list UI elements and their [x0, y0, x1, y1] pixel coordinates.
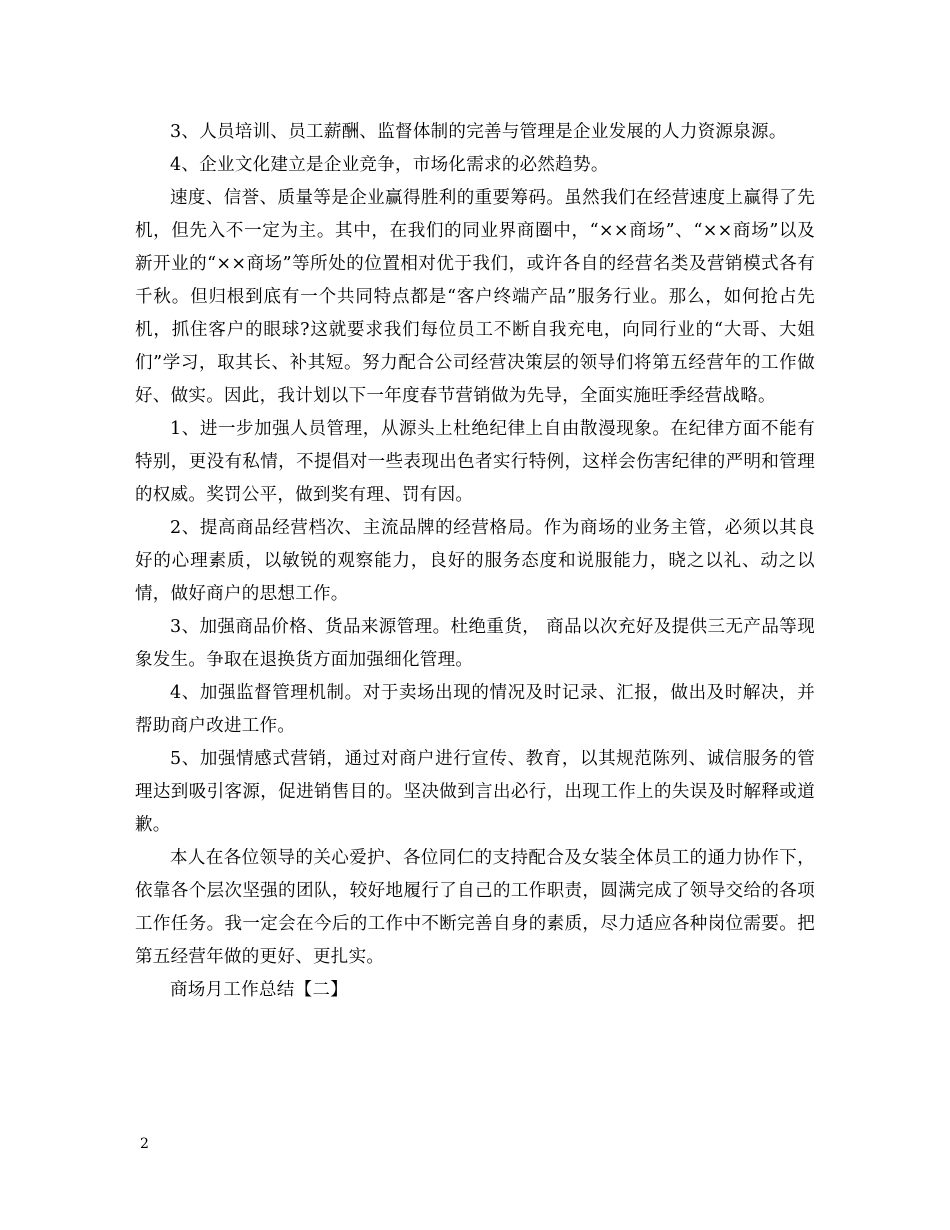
paragraph-9: 本人在各位领导的关心爱护、各位同仁的支持配合及女装全体员工的通力协作下，依靠各个层次坚强的团队，较好地履行了自己的工作职责，圆满完成了领导交给的各项工作任务。我一定会在今后的工作中不断完善自身的素质，尽力适应各种岗位需要。把第五经营年做的更好、更扎实。 — [135, 848, 815, 967]
section-heading: 商场月工作总结【二】 — [170, 980, 348, 1000]
page-number: 2 — [140, 1136, 149, 1152]
paragraph-1: 3、人员培训、员工薪酬、监督体制的完善与管理是企业发展的人力资源泉源。 — [170, 122, 787, 142]
paragraph-7: 4、加强监督管理机制。对于卖场出现的情况及时记录、汇报，做出及时解决，并帮助商户改进工作。 — [135, 683, 815, 736]
paragraph-8: 5、加强情感式营销，通过对商户进行宣传、教育，以其规范陈列、诚信服务的管理达到吸引客源，促进销售目的。坚决做到言出必行，出现工作上的失误及时解释或道歉。 — [135, 749, 815, 835]
paragraph-4: 1、进一步加强人员管理，从源头上杜绝纪律上自由散漫现象。在纪律方面不能有特别，更没有私情，不提倡对一些表现出色者实行特例，这样会伤害纪律的严明和管理的权威。奖罚公平，做到奖有理、罚有因。 — [135, 419, 815, 505]
document-body — [135, 116, 815, 1007]
paragraph-2: 4、企业文化建立是企业竞争，市场化需求的必然趋势。 — [170, 155, 609, 175]
paragraph-5: 2、提高商品经营档次、主流品牌的经营格局。作为商场的业务主管，必须以其良好的心理素质，以敏锐的观察能力，良好的服务态度和说服能力，晓之以礼、动之以情，做好商户的思想工作。 — [135, 518, 815, 604]
paragraph-6: 3、加强商品价格、货品来源管理。杜绝重货， 商品以次充好及提供三无产品等现象发生。争取在退换货方面加强细化管理。 — [135, 617, 815, 670]
paragraph-3: 速度、信誉、质量等是企业赢得胜利的重要筹码。虽然我们在经营速度上赢得了先机，但先入不一定为主。其中，在我们的同业界商圈中，“××商场”、“××商场”以及新开业的“××商场”等所处的位置相对优于我们，或许各自的经营名类及营销模式各有千秋。但归根到底有一个共同特点都是“客户终端产品”服务行业。那么，如何抢占先机，抓住客户的眼球?这就要求我们每位员工不断自我充电，向同行业的“大哥、大姐们”学习，取其长、补其短。努力配合公司经营决策层的领导们将第五经营年的工作做好、做实。因此，我计划以下一年度春节营销做为先导，全面实施旺季经营战略。 — [135, 188, 815, 406]
